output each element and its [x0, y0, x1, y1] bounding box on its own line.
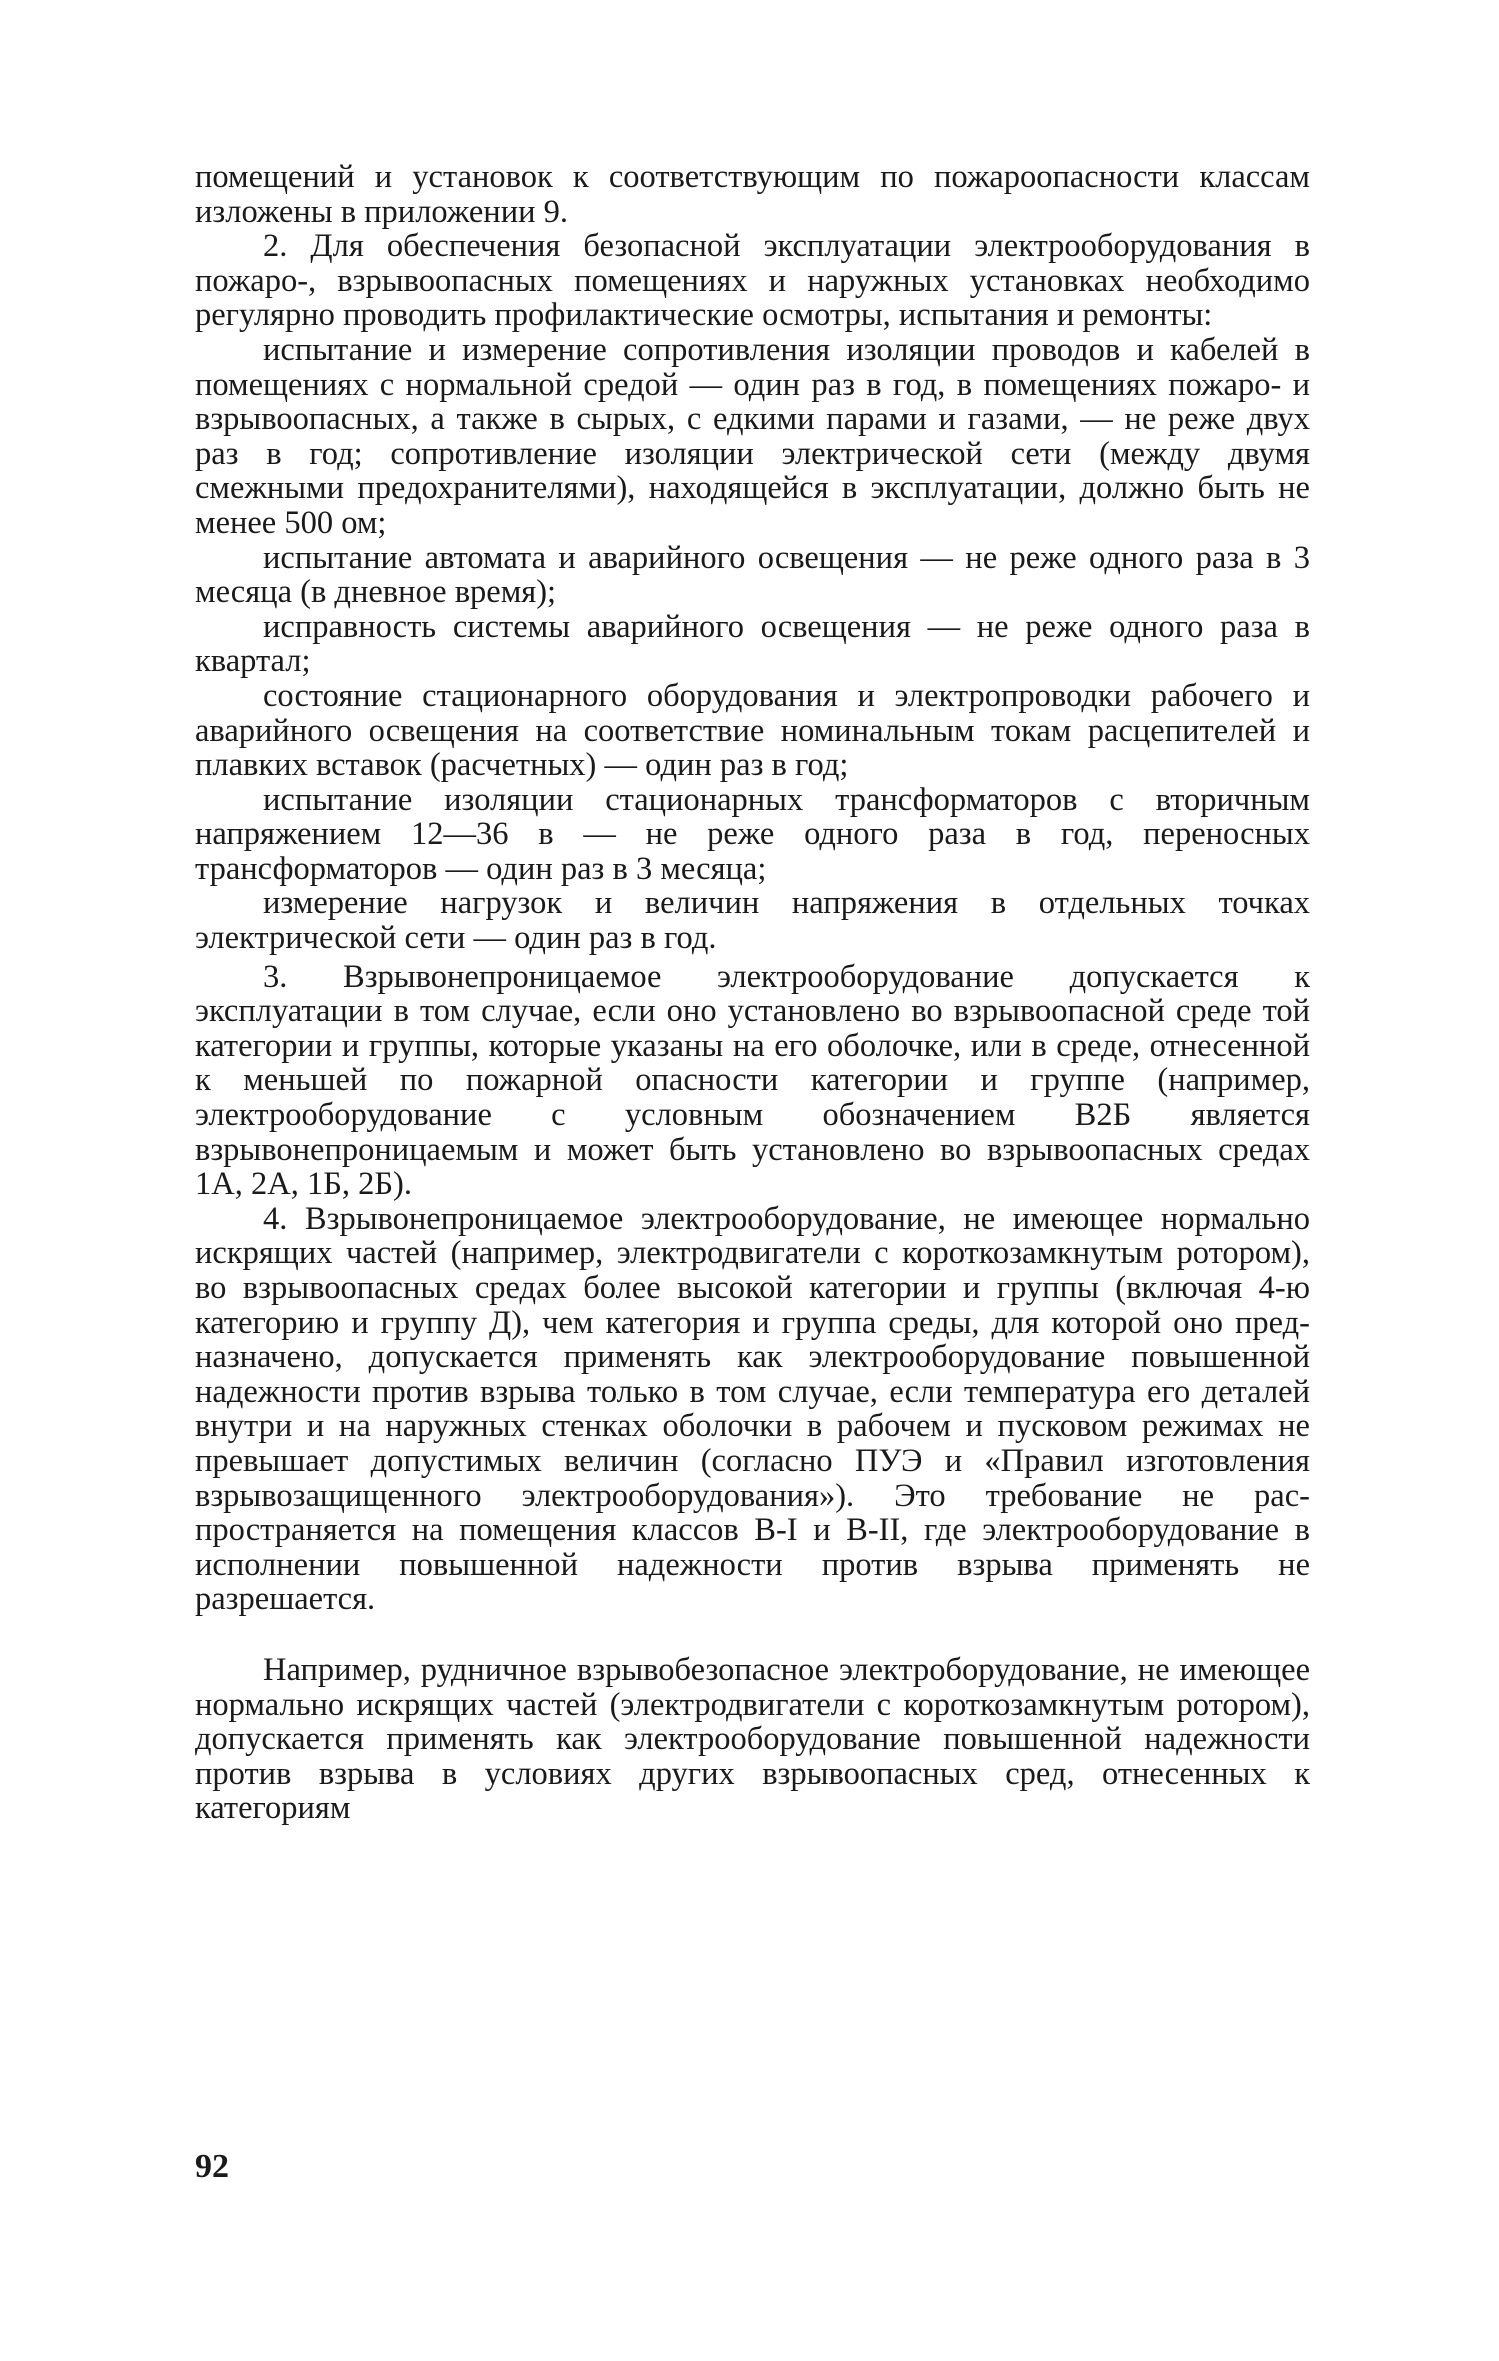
list-item-emergency-system-check: исправность системы аварийного освещения — не реже одного раза в квартал; — [195, 608, 1310, 680]
list-item-insulation-test: испытание и измерение сопротивления изоляции проводов и кабелей в помещениях с нормальной средой — один раз в год, в помещениях пожаро- и взрывоопасных, а также в сырых, с едкими парами и газами, — не реже двух раз в год; сопротивление изоляции электрической сети (между двумя смежными предохранителями), находящейся в эксплуатации, должно быть не менее 500 ом; — [195, 331, 1310, 541]
list-item-equipment-state: состояние стационарного оборудования и электропроводки рабочего и аварийного освещения на соответствие номинальным токам расцепителей и плавких вставок (расчетных) — один раз в год; — [195, 677, 1310, 784]
paragraph-continuation: помещений и установок к соответствующим по пожароопасности классам изложены в приложении 9. — [195, 159, 1310, 230]
paragraph-item-2: 2. Для обеспечения безопасной эксплуатации электрооборудования в пожаро-, взрывоопасных помещениях и наружных установках необходимо регулярно проводить профилактические осмотры, испытания и ремонты: — [195, 228, 1310, 334]
page-body — [195, 160, 1310, 1826]
paragraph-item-4: 4. Взрывонепроницаемое электрооборудование, не имеющее нормально искрящих частей (например, электродвигатели с короткозамкнутым ротором), во взрывоопасных средах более высокой категории и группы (включая 4-ю категорию и группу Д), чем категория и группа среды, для которой оно предназначено, допускается применять как электрооборудование повышенной надежности против взрыва только в том случае, если температура его деталей внутри и на наружных стенках оболочки в рабочем и пусковом режимах не превышает допустимых величин (согласно ПУЭ и «Правил изготовления взрывозащищенного электрооборудования»). Это требование не распространяется на помещения классов В-I и В-II, где электрооборудование в исполнении повышенной надежности против взрыва применять не разрешается. — [195, 1200, 1310, 1618]
list-item-emergency-lighting-test: испытание автомата и аварийного освещения — не реже одного раза в 3 месяца (в дневное время); — [195, 539, 1310, 611]
list-item-load-measurement: измерение нагрузок и величин напряжения в отдельных точках электрической сети — один раз в год. — [195, 885, 1310, 957]
paragraph-item-3: 3. Взрывонепроницаемое электрооборудование допускается к эксплуатации в том случае, если оно установлено во взрывоопасной среде той категории и группы, которые указаны на его оболочке, или в среде, отнесенной к меньшей по пожарной опасности категории и группе (например, электрооборудование с условным обозначением В2Б является взрывонепроницаемым и может быть установлено во взрывоопасных средах 1А, 2А, 1Б, 2Б). — [195, 958, 1310, 1203]
paragraph-example: Например, рудничное взрывобезопасное электроборудование, не имеющее нормально искрящих частей (электродвигатели с короткозамкнутым ротором), допускается применять как электрооборудование повышенной надежности против взрыва в условиях других взрывоопасных сред, отнесенных к категориям — [195, 1651, 1310, 1827]
page-number: 92 — [195, 2148, 229, 2185]
list-item-transformer-insulation: испытание изоляции стационарных трансформаторов с вторичным напряжением 12—36 в — не реже одного раза в год, переносных трансформаторов — один раз в 3 месяца; — [195, 781, 1310, 887]
